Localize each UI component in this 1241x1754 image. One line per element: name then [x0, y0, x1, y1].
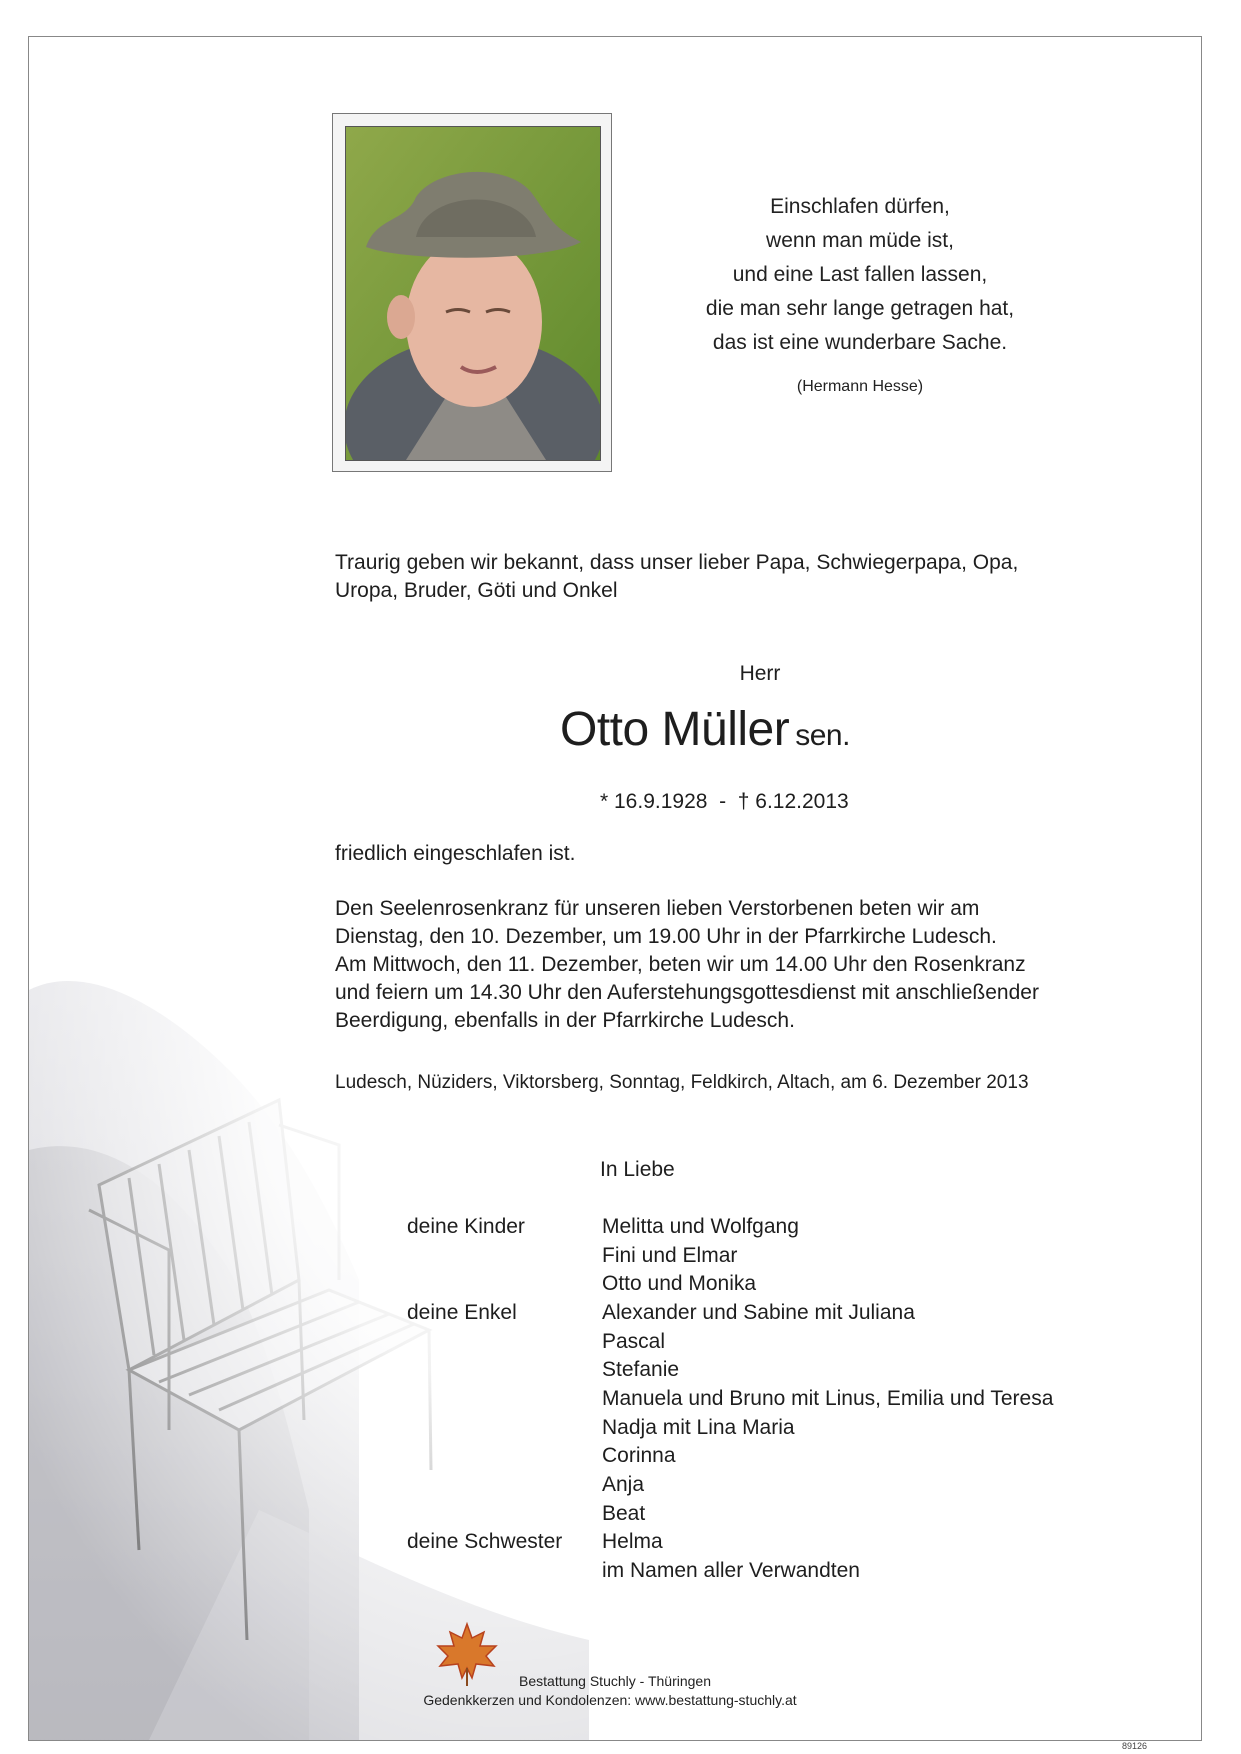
quote-source: (Hermann Hesse)	[796, 378, 924, 395]
service-line: und feiern um 14.30 Uhr den Auferstehungsgottesdienst mit anschließender	[335, 981, 1039, 1004]
mourner-name: Corinna	[602, 1444, 676, 1467]
mourner-name: Fini und Elmar	[602, 1244, 738, 1267]
label-sister: deine Schwester	[407, 1530, 563, 1553]
funeral-home-name: Bestattung Stuchly - Thüringen	[519, 1673, 711, 1689]
portrait-frame	[332, 113, 612, 472]
in-love-heading: In Liebe	[600, 1158, 675, 1181]
service-line: Dienstag, den 10. Dezember, um 19.00 Uhr in der Pfarrkirche Ludesch.	[335, 925, 997, 948]
quote-line: das ist eine wunderbare Sache.	[712, 331, 1008, 354]
mourner-name: Otto und Monika	[602, 1272, 757, 1295]
funeral-home-contact: Gedenkkerzen und Kondolenzen: www.bestattung-stuchly.at	[423, 1692, 797, 1708]
mourner-name: Melitta und Wolfgang	[602, 1215, 799, 1238]
service-line: Am Mittwoch, den 11. Dezember, beten wir um 14.00 Uhr den Rosenkranz	[335, 953, 1026, 976]
quote-line: und eine Last fallen lassen,	[732, 263, 988, 286]
mourner-name: Anja	[602, 1473, 645, 1496]
mourner-name: Beat	[602, 1502, 646, 1525]
mourner-name: Stefanie	[602, 1358, 680, 1381]
service-line: Beerdigung, ebenfalls in der Pfarrkirche Ludesch.	[335, 1009, 795, 1032]
document-code: 89126	[1122, 1741, 1148, 1751]
intro-line: Uropa, Bruder, Göti und Onkel	[335, 579, 618, 602]
label-children: deine Kinder	[407, 1215, 525, 1238]
service-details	[335, 895, 1135, 1035]
passed-away-text: friedlich eingeschlafen ist.	[335, 842, 576, 865]
quote-line: Einschlafen dürfen,	[770, 195, 950, 218]
intro-line: Traurig geben wir bekannt, dass unser lieber Papa, Schwiegerpapa, Opa,	[335, 551, 1019, 574]
life-dates: * 16.9.1928 - † 6.12.2013	[600, 790, 849, 813]
mourner-name: Helma	[602, 1530, 663, 1553]
quote-line: die man sehr lange getragen hat,	[705, 297, 1015, 320]
portrait-photo	[345, 126, 601, 461]
mourner-name: im Namen aller Verwandten	[602, 1559, 860, 1582]
mourner-name: Alexander und Sabine mit Juliana	[602, 1301, 915, 1324]
label-grandchildren: deine Enkel	[407, 1301, 517, 1324]
mourner-name: Pascal	[602, 1330, 666, 1353]
bench-garden-illustration	[29, 950, 589, 1740]
service-line: Den Seelenrosenkranz für unseren lieben Verstorbenen beten wir am	[335, 897, 980, 920]
honorific: Herr	[739, 662, 781, 685]
deceased-name-text: Otto Müller	[560, 703, 790, 756]
name-suffix: sen.	[795, 719, 850, 752]
mourner-name: Nadja mit Lina Maria	[602, 1416, 795, 1439]
quote-line: wenn man müde ist,	[766, 229, 954, 252]
mourner-name: Manuela und Bruno mit Linus, Emilia und Teresa	[602, 1387, 1054, 1410]
announcement-intro	[335, 549, 1115, 605]
quote-block	[660, 190, 1060, 360]
deceased-name	[560, 702, 850, 757]
places-and-date: Ludesch, Nüziders, Viktorsberg, Sonntag, Feldkirch, Altach, am 6. Dezember 2013	[335, 1072, 1029, 1093]
